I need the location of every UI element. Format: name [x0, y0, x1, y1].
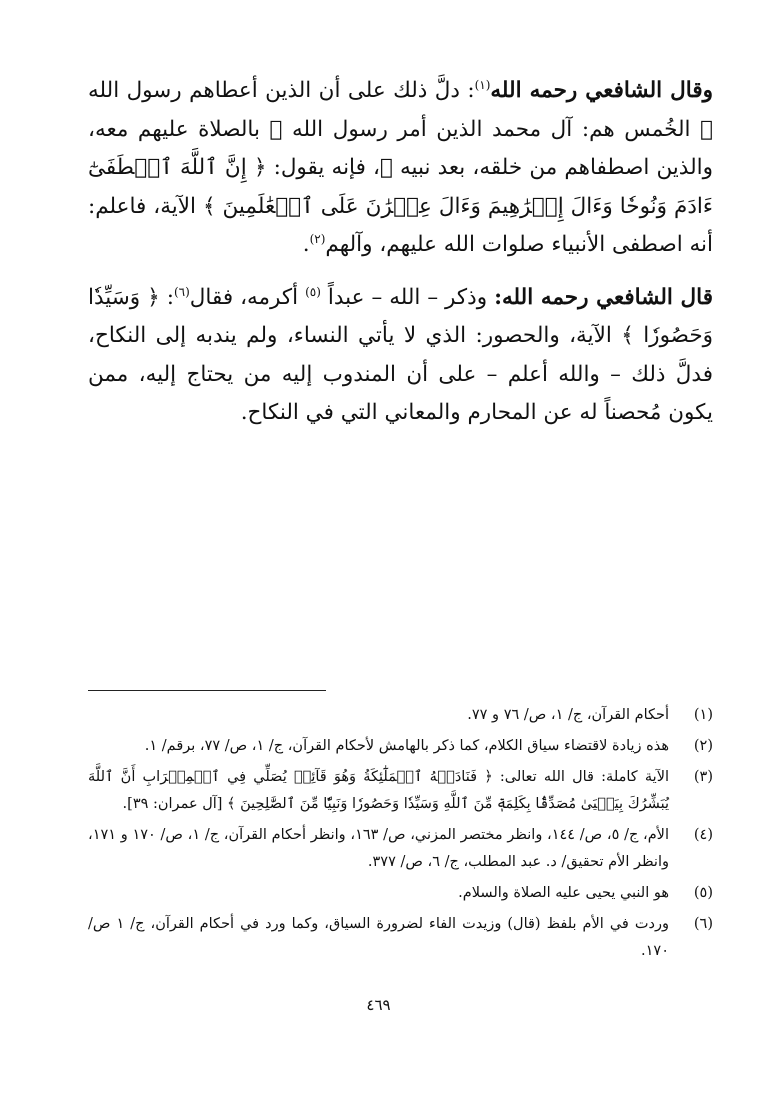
- footnote-number: (٢): [693, 738, 713, 754]
- footnote-number: (٥): [693, 885, 713, 901]
- footnote-text: هو النبي يحيى عليه الصلاة والسلام.: [458, 885, 669, 901]
- footnote-text: الأم، ج/ ٥، ص/ ١٤٤، وانظر مختصر المزني، ص/ ١٦٣، وانظر أحكام القرآن، ج/ ١، ص/ ١٧٠ و ١٧١، وانظر الأم تحقيق/ د. عبد المطلب، ج/ ٦، ص/ ٣٧٧.: [88, 827, 669, 870]
- page-body: [88, 72, 713, 433]
- paragraph-end: .: [302, 232, 310, 257]
- footnote-divider: [88, 690, 326, 691]
- footnote-ref: (٦): [173, 284, 190, 299]
- footnote-text: هذه زيادة لاقتضاء سياق الكلام، كما ذكر بالهامش لأحكام القرآن، ج/ ١، ص/ ٧٧، برقم/ ١.: [144, 738, 669, 754]
- footnote-text: الآية كاملة: قال الله تعالى: ﴿ فَنَادَتۡهُ ٱلۡمَلَٰٓئِكَةُ وَهُوَ قَآئِمٞ يُصَلِّي فِي ٱلۡمِحۡرَابِ أَنَّ ٱللَّهَ يُبَشِّرُكَ بِيَحۡيَىٰ مُصَدِّقَۢا بِكَلِمَةٖ مِّنَ ٱللَّهِ وَسَيِّدٗا وَحَصُورٗا وَنَبِيّٗا مِّنَ ٱلصَّٰلِحِينَ ﴾ [آل عمران: ٣٩].: [88, 769, 669, 812]
- footnote-item: [88, 764, 713, 818]
- footnote-number: (٣): [693, 769, 713, 785]
- speaker-lead: وقال الشافعي رحمه الله: [490, 78, 713, 103]
- footnote-text: وردت في الأم بلفظ (قال) وزيدت الفاء لضرورة السياق، وكما ورد في أحكام القرآن، ج/ ١ ص/ ١٧٠.: [88, 916, 669, 959]
- paragraph-2: [88, 279, 713, 433]
- speaker-lead: قال الشافعي رحمه الله:: [494, 284, 713, 310]
- paragraph-text: : دلَّ ذلك على أن الذين أعطاهم رسول الله ﷺ الخُمس هم: آل محمد الذين أمر رسول الله ﷺ بالصلاة عليهم معه، والذين اصطفاهم من خلقه، بعد نبيه ﷺ، فإنه يقول: ﴿ إِنَّ ٱللَّهَ ٱصۡطَفَىٰٓ ءَادَمَ وَنُوحٗا وَءَالَ إِبۡرَٰهِيمَ وَءَالَ عِمۡرَٰنَ عَلَى ٱلۡعَٰلَمِينَ ﴾ الآية، فاعلم: أنه اصطفى الأنبياء صلوات الله عليهم، وآلهم: [88, 78, 713, 257]
- footnote-text: أحكام القرآن، ج/ ١، ص/ ٧٦ و ٧٧.: [467, 707, 669, 723]
- footnote-item: [88, 702, 713, 729]
- paragraph-1: [88, 72, 713, 265]
- footnotes: [88, 702, 713, 969]
- footnote-number: (٦): [693, 916, 713, 932]
- paragraph-text: وذكر – الله – عبداً: [320, 284, 495, 310]
- footnote-item: [88, 822, 713, 876]
- paragraph-text: أكرمه، فقال: [189, 284, 306, 310]
- footnote-ref: (١): [474, 77, 491, 92]
- footnote-ref: (٢): [309, 231, 326, 246]
- page-number: ٤٦٩: [366, 996, 391, 1014]
- footnote-number: (٤): [693, 827, 713, 843]
- footnote-item: [88, 911, 713, 965]
- footnote-number: (١): [693, 707, 713, 723]
- footnote-item: [88, 733, 713, 760]
- paragraph-text: : ﴿ وَسَيِّدٗا وَحَصُورٗا ﴾ الآية، والحصور: الذي لا يأتي النساء، ولم يندبه إلى النكاح، فدلَّ ذلك – والله أعلم – على أن المندوب إليه من يحتاج إليه، ممن يكون مُحصناً له عن المحارم والمعاني التي في النكاح.: [88, 284, 713, 425]
- footnote-item: [88, 880, 713, 907]
- footnote-ref: (٥): [305, 284, 321, 299]
